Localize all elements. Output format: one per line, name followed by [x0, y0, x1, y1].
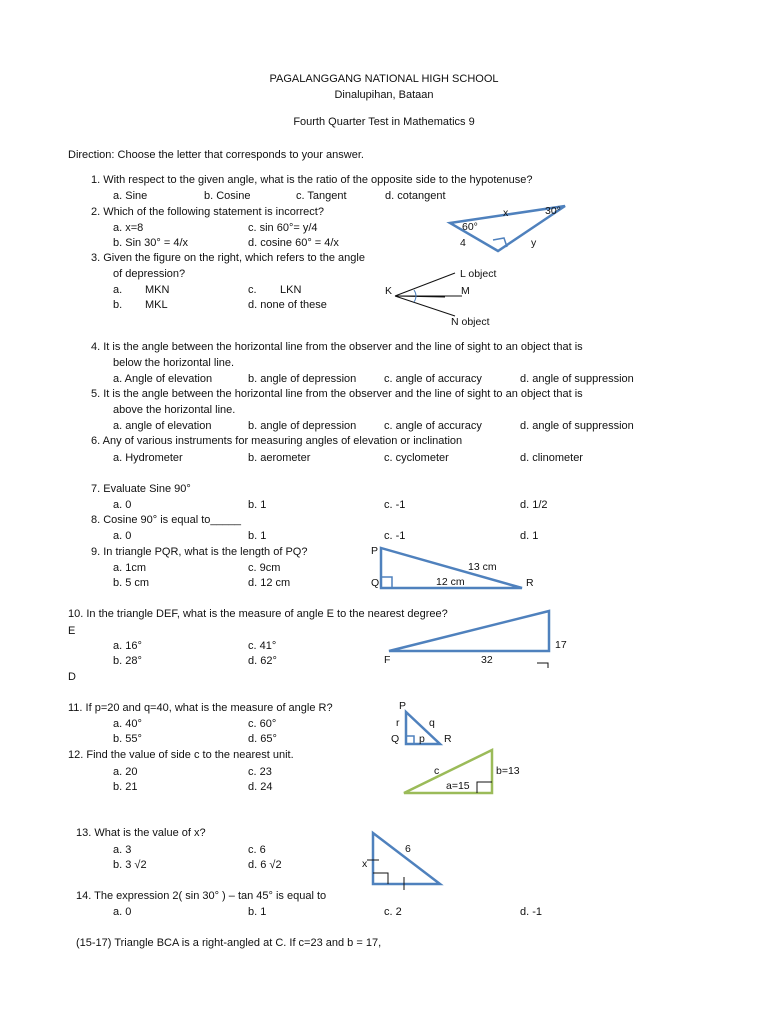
- q2-fig-60: 60°: [462, 221, 478, 233]
- q1-option-d: d. cotangent: [385, 190, 446, 202]
- q9-fig-12cm: 12 cm: [436, 576, 465, 588]
- q8-option-c: c. -1: [384, 530, 406, 542]
- q14-option-b: b. 1: [248, 906, 267, 918]
- q6-option-b: b. aerometer: [248, 452, 311, 464]
- q7-option-b: b. 1: [248, 499, 267, 511]
- q13-option-b: b. 3 √2: [113, 859, 147, 871]
- q2-fig-30: 30°: [545, 205, 561, 217]
- q6-option-a: a. Hydrometer: [113, 452, 183, 464]
- q12-option-d: d. 24: [248, 781, 273, 793]
- q3-option-c-letter: c.: [248, 284, 257, 296]
- question-13: 13. What is the value of x?: [76, 827, 206, 839]
- q10-option-b: b. 28°: [113, 655, 142, 667]
- q13-option-d: d. 6 √2: [248, 859, 282, 871]
- q12-option-a: a. 20: [113, 766, 138, 778]
- q2-fig-4: 4: [460, 237, 466, 249]
- direction-text: Direction: Choose the letter that corresponds to your answer.: [68, 149, 364, 161]
- q3-fig-n: N object: [451, 316, 490, 328]
- q6-option-d: d. clinometer: [520, 452, 583, 464]
- question-6: 6. Any of various instruments for measuring angles of elevation or inclination: [91, 435, 463, 447]
- question-3-cont: of depression?: [113, 268, 186, 280]
- q10-option-c: c. 41°: [248, 640, 277, 652]
- q13-triangle: [367, 833, 440, 890]
- q7-option-d: d. 1/2: [520, 499, 548, 511]
- question-4-cont: below the horizontal line.: [113, 357, 235, 369]
- q11-option-a: a. 40°: [113, 718, 142, 730]
- school-location: Dinalupihan, Bataan: [334, 89, 434, 101]
- q3-option-a-letter: a.: [113, 284, 123, 296]
- q3-option-b: MKL: [145, 299, 168, 311]
- q14-option-a: a. 0: [113, 906, 132, 918]
- q2-option-b: b. Sin 30° = 4/x: [113, 237, 189, 249]
- q9-option-c: c. 9cm: [248, 562, 281, 574]
- q10-fig-32: 32: [481, 654, 493, 666]
- q2-option-d: d. cosine 60° = 4/x: [248, 237, 339, 249]
- q9-fig-r: R: [526, 577, 534, 589]
- q11-fig-q: q: [429, 717, 435, 729]
- question-10: 10. In the triangle DEF, what is the measure of angle E to the nearest degree?: [68, 608, 448, 620]
- q1-option-b: b. Cosine: [204, 190, 251, 202]
- q10-label-d: D: [68, 671, 76, 683]
- q10-label-e: E: [68, 625, 76, 637]
- question-11: 11. If p=20 and q=40, what is the measure of angle R?: [68, 702, 333, 714]
- q5-option-d: d. angle of suppression: [520, 420, 634, 432]
- q10-fig-f: F: [384, 654, 391, 666]
- q10-fig-17: 17: [555, 639, 567, 651]
- question-9: 9. In triangle PQR, what is the length of PQ?: [91, 546, 308, 558]
- q8-option-d: d. 1: [520, 530, 539, 542]
- q5-option-b: b. angle of depression: [248, 420, 357, 432]
- q12-option-b: b. 21: [113, 781, 138, 793]
- q6-option-c: c. cyclometer: [384, 452, 449, 464]
- q10-option-a: a. 16°: [113, 640, 142, 652]
- q2-option-a: a. x=8: [113, 222, 144, 234]
- question-7: 7. Evaluate Sine 90°: [91, 483, 191, 495]
- q11-option-d: d. 65°: [248, 733, 277, 745]
- q2-option-c: c. sin 60°= y/4: [248, 222, 318, 234]
- q9-option-b: b. 5 cm: [113, 577, 150, 589]
- question-5: 5. It is the angle between the horizontal line from the observer and the line of sight to an object that is: [91, 388, 583, 400]
- q3-option-c: LKN: [280, 284, 302, 296]
- q10-option-d: d. 62°: [248, 655, 277, 667]
- q3-option-d: d. none of these: [248, 299, 327, 311]
- q11-option-b: b. 55°: [113, 733, 142, 745]
- q4-option-d: d. angle of suppression: [520, 373, 634, 385]
- q12-fig-c: c: [434, 765, 440, 777]
- q4-option-c: c. angle of accuracy: [384, 373, 482, 385]
- q8-option-b: b. 1: [248, 530, 267, 542]
- q3-angle-figure: [395, 273, 462, 316]
- q8-option-a: a. 0: [113, 530, 132, 542]
- q9-fig-q: Q: [371, 577, 380, 589]
- q7-option-c: c. -1: [384, 499, 406, 511]
- q13-option-a: a. 3: [113, 844, 132, 856]
- q3-fig-m: M: [461, 285, 470, 297]
- question-3: 3. Given the figure on the right, which refers to the angle: [91, 252, 365, 264]
- q4-option-a: a. Angle of elevation: [113, 373, 213, 385]
- q10-triangle: [389, 611, 549, 668]
- q1-option-c: c. Tangent: [296, 190, 347, 202]
- test-title: Fourth Quarter Test in Mathematics 9: [293, 116, 475, 128]
- question-15-17: (15-17) Triangle BCA is a right-angled at C. If c=23 and b = 17,: [76, 937, 382, 949]
- q3-option-b-letter: b.: [113, 299, 123, 311]
- q9-option-a: a. 1cm: [113, 562, 147, 574]
- school-name: PAGALANGGANG NATIONAL HIGH SCHOOL: [269, 73, 499, 85]
- q2-fig-x: x: [503, 207, 509, 219]
- q3-option-a: MKN: [145, 284, 170, 296]
- q9-option-d: d. 12 cm: [248, 577, 291, 589]
- question-14: 14. The expression 2( sin 30° ) – tan 45° is equal to: [76, 890, 327, 902]
- question-2: 2. Which of the following statement is incorrect?: [91, 206, 324, 218]
- q11-option-c: c. 60°: [248, 718, 277, 730]
- q14-option-d: d. -1: [520, 906, 543, 918]
- q4-option-b: b. angle of depression: [248, 373, 357, 385]
- q12-fig-b: b=13: [496, 765, 520, 777]
- q9-fig-p: P: [371, 545, 379, 557]
- q9-fig-13cm: 13 cm: [468, 561, 497, 573]
- q13-fig-6: 6: [405, 843, 411, 855]
- q12-fig-a: a=15: [446, 780, 470, 792]
- q11-fig-r: r: [396, 717, 400, 729]
- q13-option-c: c. 6: [248, 844, 266, 856]
- question-1: 1. With respect to the given angle, what is the ratio of the opposite side to the hypotenuse?: [91, 174, 533, 186]
- q13-fig-x: x: [362, 858, 368, 870]
- question-12: 12. Find the value of side c to the nearest unit.: [68, 749, 294, 761]
- q11-fig-pp: p: [419, 733, 425, 745]
- question-8: 8. Cosine 90° is equal to_____: [91, 514, 241, 526]
- q12-option-c: c. 23: [248, 766, 272, 778]
- q14-option-c: c. 2: [384, 906, 402, 918]
- question-4: 4. It is the angle between the horizontal line from the observer and the line of sight to an object that is: [91, 341, 583, 353]
- q11-fig-p: P: [399, 700, 407, 712]
- q1-option-a: a. Sine: [113, 190, 148, 202]
- q3-fig-k: K: [385, 285, 393, 297]
- q3-fig-l: L object: [460, 268, 497, 280]
- q2-fig-y: y: [531, 237, 537, 249]
- q11-fig-qq: Q: [391, 733, 400, 745]
- q7-option-a: a. 0: [113, 499, 132, 511]
- q5-option-a: a. angle of elevation: [113, 420, 212, 432]
- q11-fig-rr: R: [444, 733, 452, 745]
- q5-option-c: c. angle of accuracy: [384, 420, 482, 432]
- question-5-cont: above the horizontal line.: [113, 404, 236, 416]
